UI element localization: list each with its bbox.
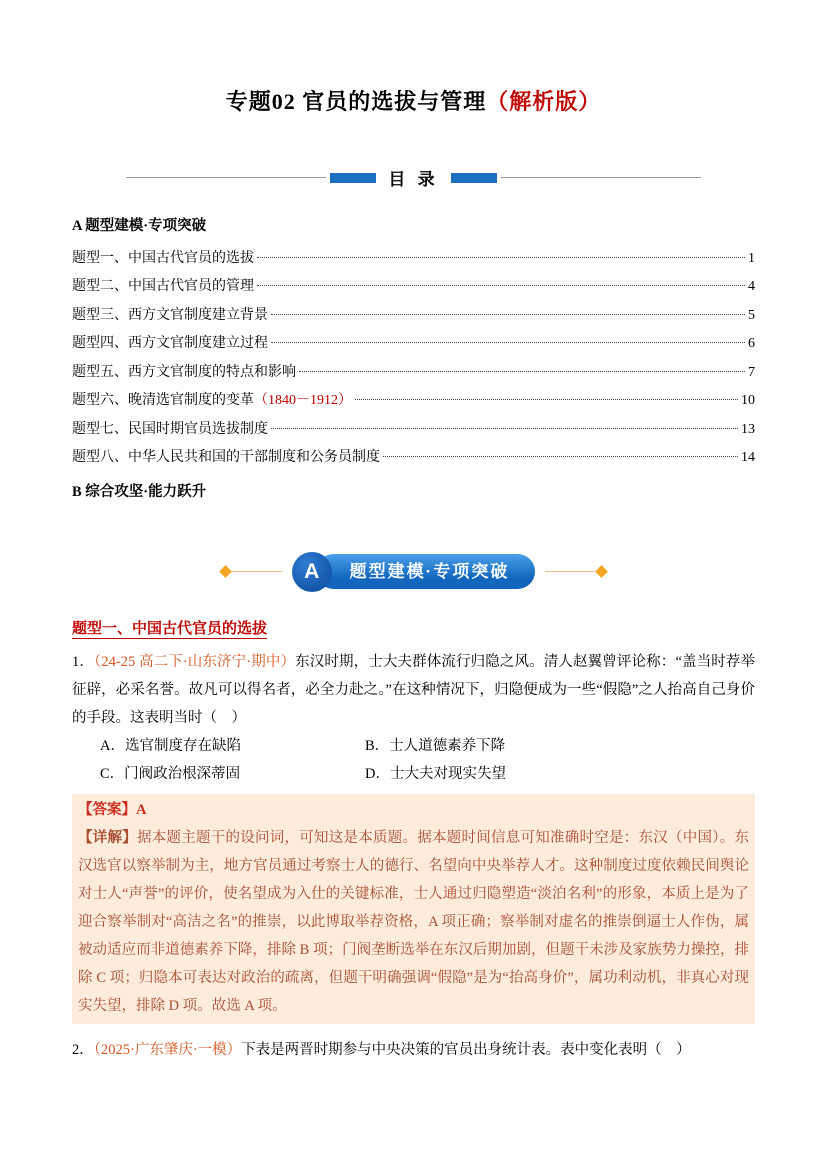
toc-section-b: B 综合攻坚·能力跃升 bbox=[72, 483, 207, 500]
section-banner bbox=[72, 553, 755, 591]
toc-leader-dots bbox=[271, 428, 738, 429]
toc-page-number: 5 bbox=[748, 307, 755, 323]
option-d: D．士大夫对现实失望 bbox=[365, 765, 506, 782]
toc-leader-dots bbox=[355, 399, 738, 400]
detail-label: 【详解】 bbox=[78, 829, 137, 846]
toc-divider-line-left bbox=[126, 177, 326, 178]
question-2-body: 下表是两晋时期参与中央决策的官员出身统计表。表中变化表明（ ） bbox=[241, 1041, 691, 1058]
toc-leader-dots bbox=[271, 314, 745, 315]
toc-item-label: 题型八、中华人民共和国的干部制度和公务员制度 bbox=[72, 450, 380, 466]
answer-line bbox=[78, 796, 749, 824]
toc-section-a: A 题型建模·专项突破 bbox=[72, 217, 207, 234]
banner-circle-a: A bbox=[292, 552, 332, 592]
toc-title: 目 录 bbox=[388, 170, 439, 190]
question-1-options bbox=[72, 732, 755, 788]
question-2-text bbox=[72, 1036, 755, 1064]
banner-label: 题型建模·专项突破 bbox=[316, 554, 536, 589]
page-title bbox=[72, 88, 755, 117]
question-1-text bbox=[72, 648, 755, 732]
toc-item bbox=[72, 302, 755, 331]
diamond-icon bbox=[595, 565, 608, 578]
toc-item bbox=[72, 273, 755, 302]
toc-leader-dots bbox=[271, 342, 745, 343]
section-heading-text: 题型一、中国古代官员的选拔 bbox=[72, 620, 268, 637]
toc-leader-dots bbox=[257, 285, 745, 286]
toc-list bbox=[72, 245, 755, 473]
toc-heading bbox=[72, 167, 755, 189]
toc-item-label: 题型二、中国古代官员的管理 bbox=[72, 279, 254, 295]
toc-item bbox=[72, 359, 755, 388]
section-heading-type1 bbox=[72, 617, 755, 638]
question-1-body: 东汉时期，士大夫群体流行归隐之风。清人赵翼曾评论称：“盖当时荐举征辟，必采名誉。故凡可以得名者，必全力赴之。”在这种情况下，归隐便成为一些“假隐”之人抬高自己身价的手段。这表明当时（ ） bbox=[72, 653, 756, 726]
toc-page-number: 14 bbox=[741, 450, 755, 466]
banner-line-right bbox=[545, 571, 597, 573]
toc-page-number: 4 bbox=[748, 279, 755, 295]
toc-page-number: 7 bbox=[748, 364, 755, 380]
question-2-source: （2025·广东肇庆·一模） bbox=[93, 1041, 242, 1058]
question-2-number: 2． bbox=[72, 1041, 94, 1058]
toc-page-number: 13 bbox=[741, 421, 755, 437]
toc-item bbox=[72, 245, 755, 274]
toc-item-label: 题型三、西方文官制度建立背景 bbox=[72, 307, 268, 323]
option-a: A．选官制度存在缺陷 bbox=[100, 737, 241, 754]
detail-body: 据本题主题干的设问词，可知这是本质题。据本题时间信息可知准确时空是：东汉（中国）。东汉选官以察举制为主，地方官员通过考察士人的德行、名望向中央举荐人才。这种制度过度依赖民间舆论对士人“声誉”的评价，使名望成为入仕的关键标准，士人通过归隐塑造“淡泊名利”的形象，本质上是为了迎合察举制对“高洁之名”的推崇，以此博取举荐资格，A 项正确；察举制对虚名的推崇倒逼士人作伪，属被动适应而非道德素养下降，排除 B 项；门阀垄断选举在东汉后期加剧，但题干未涉及家族势力操控，排除 C 项；归隐本可表达对政治的疏离，但题干明确强调“假隐”是为“抬高身价”，属功利动机，非真心对现实失望，排除 D 项。故选 A 项。 bbox=[78, 829, 749, 1014]
toc-item-label: 题型四、西方文官制度建立过程 bbox=[72, 336, 268, 352]
toc-item bbox=[72, 330, 755, 359]
toc-item-label: 题型六、晚清选官制度的变革 bbox=[72, 393, 254, 409]
toc-leader-dots bbox=[383, 456, 738, 457]
option-b: B．士人道德素养下降 bbox=[365, 737, 506, 754]
toc-leader-dots bbox=[257, 257, 745, 258]
page-title-suffix: （解析版） bbox=[486, 89, 602, 114]
answer-block bbox=[72, 794, 755, 1024]
answer-value: A bbox=[136, 801, 147, 818]
toc-bar-right bbox=[451, 173, 497, 183]
banner-line-left bbox=[230, 571, 282, 573]
diamond-icon bbox=[219, 565, 232, 578]
toc-item bbox=[72, 444, 755, 473]
toc-item-label: 题型一、中国古代官员的选拔 bbox=[72, 250, 254, 266]
question-1-source: （24-25 高二下·山东济宁·期中） bbox=[94, 653, 296, 670]
toc-page-number: 6 bbox=[748, 336, 755, 352]
page-title-main: 专题02 官员的选拔与管理 bbox=[225, 89, 487, 114]
detail-line bbox=[78, 824, 749, 1020]
toc-item-label: 题型五、西方文官制度的特点和影响 bbox=[72, 364, 296, 380]
toc-leader-dots bbox=[299, 371, 745, 372]
toc-page-number: 1 bbox=[748, 250, 755, 266]
toc-item bbox=[72, 416, 755, 445]
toc-item-label-red: （1840－1912） bbox=[254, 393, 352, 409]
question-1-number: 1． bbox=[72, 653, 95, 670]
toc-item-label: 题型七、民国时期官员选拔制度 bbox=[72, 421, 268, 437]
toc-page-number: 10 bbox=[741, 393, 755, 409]
toc-divider-line-right bbox=[501, 177, 701, 178]
toc-bar-left bbox=[330, 173, 376, 183]
option-c: C．门阀政治根深蒂固 bbox=[100, 765, 241, 782]
toc-item bbox=[72, 387, 755, 416]
answer-label: 【答案】 bbox=[78, 801, 136, 818]
